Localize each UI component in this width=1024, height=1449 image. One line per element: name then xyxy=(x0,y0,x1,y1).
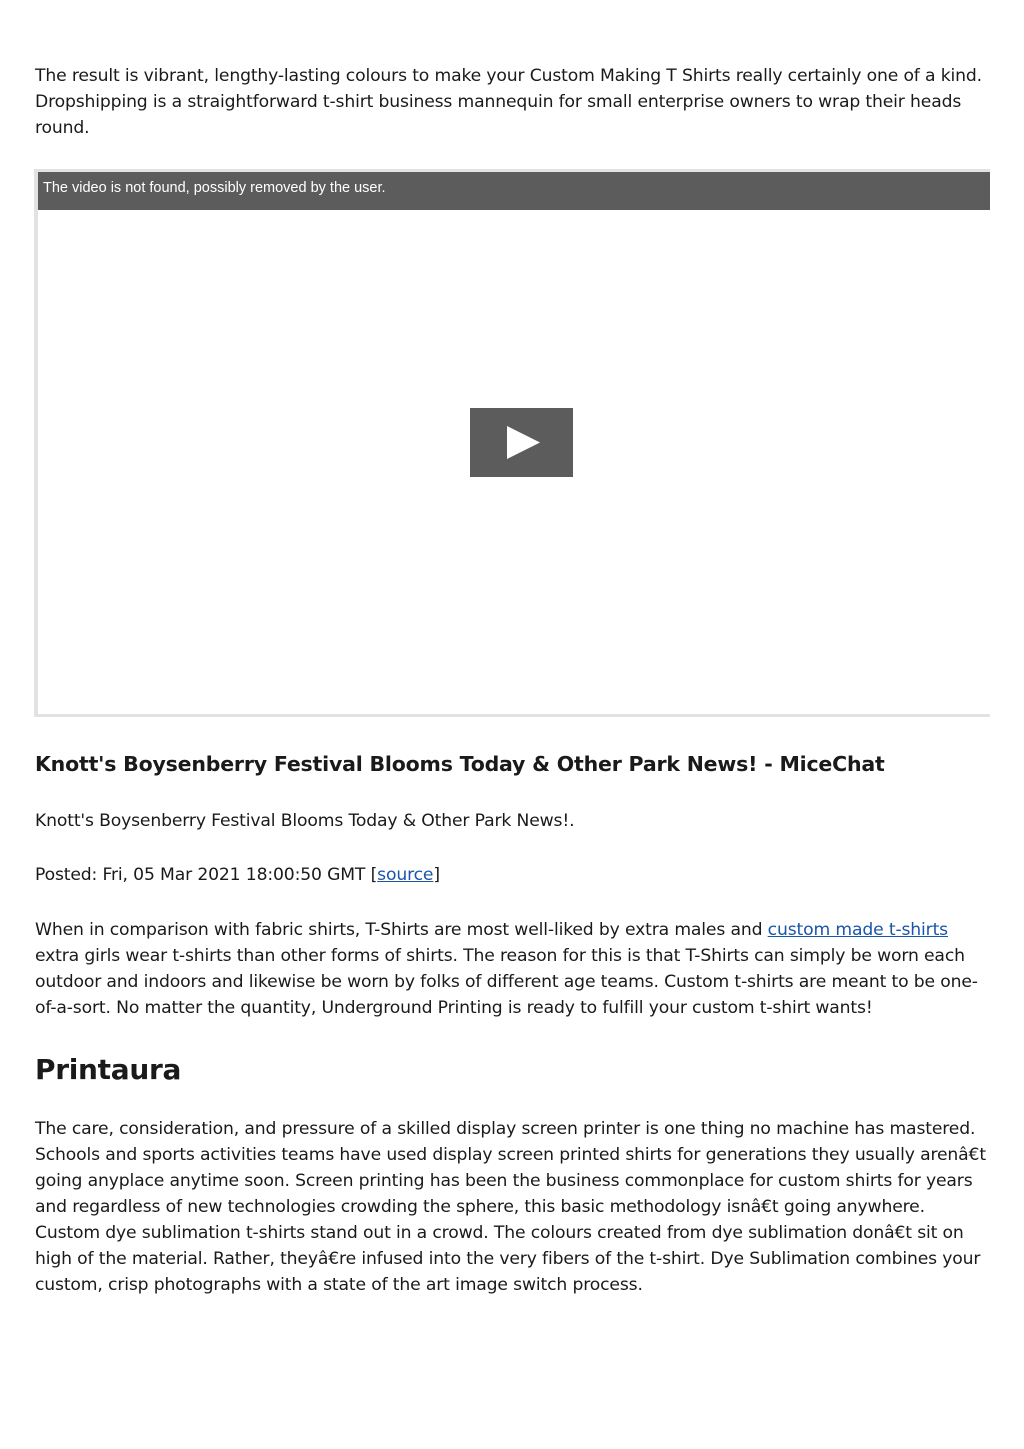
intro-paragraph: The result is vibrant, lengthy-lasting colours to make your Custom Making T Shirts really certainly one of a kind. Dropshipping is a straightforward t-shirt business mannequin for small enterprise owners to wrap their heads round. xyxy=(35,66,982,138)
posted-bracket-close: ] xyxy=(433,865,440,885)
news-heading: Knott's Boysenberry Festival Blooms Today & Other Park News! - MiceChat xyxy=(35,752,885,776)
posted-date: Posted: Fri, 05 Mar 2021 18:00:50 GMT [ xyxy=(35,865,378,885)
body1-text-after: extra girls wear t-shirts than other forms of shirts. The reason for this is that T-Shirts can simply be worn each outdoor and indoors and likewise be worn by folks of different age teams. Custom t-shirts are meant to be one-of-a-sort. No matter the quantity, Underground Printing is ready to fulfill your custom t-shirt wants! xyxy=(35,946,978,1018)
custom-made-tshirts-link[interactable]: custom made t-shirts xyxy=(767,920,948,940)
video-not-found-message: The video is not found, possibly removed by the user. xyxy=(43,180,386,196)
body1-text-before: When in comparison with fabric shirts, T-Shirts are most well-liked by extra males and xyxy=(35,920,768,940)
body-paragraph-2: The care, consideration, and pressure of a skilled display screen printer is one thing no machine has mastered. Schools and sports activities teams have used display screen printed shirts for generations they usually arenâ€t going anyplace anytime soon. Screen printing has been the business commonplace for custom shirts for years and regardless of new technologies crowding the sphere, this basic methodology isnâ€t going anywhere. Custom dye sublimation t-shirts stand out in a crowd. The colours created from dye sublimation donâ€t sit on high of the material. Rather, theyâ€re infused into the very fibers of the t-shirt. Dye Sublimation combines your custom, crisp photographs with a state of the art image switch process. xyxy=(35,1119,986,1295)
source-link[interactable]: source xyxy=(377,865,434,885)
play-button[interactable] xyxy=(470,408,573,477)
video-embed[interactable] xyxy=(34,169,990,717)
news-summary: Knott's Boysenberry Festival Blooms Today & Other Park News!. xyxy=(35,811,575,831)
posted-line xyxy=(35,862,440,888)
video-status-bar xyxy=(38,172,990,210)
body-paragraph-1 xyxy=(35,917,995,1021)
play-icon xyxy=(470,408,573,477)
section-heading-printaura: Printaura xyxy=(35,1053,182,1086)
